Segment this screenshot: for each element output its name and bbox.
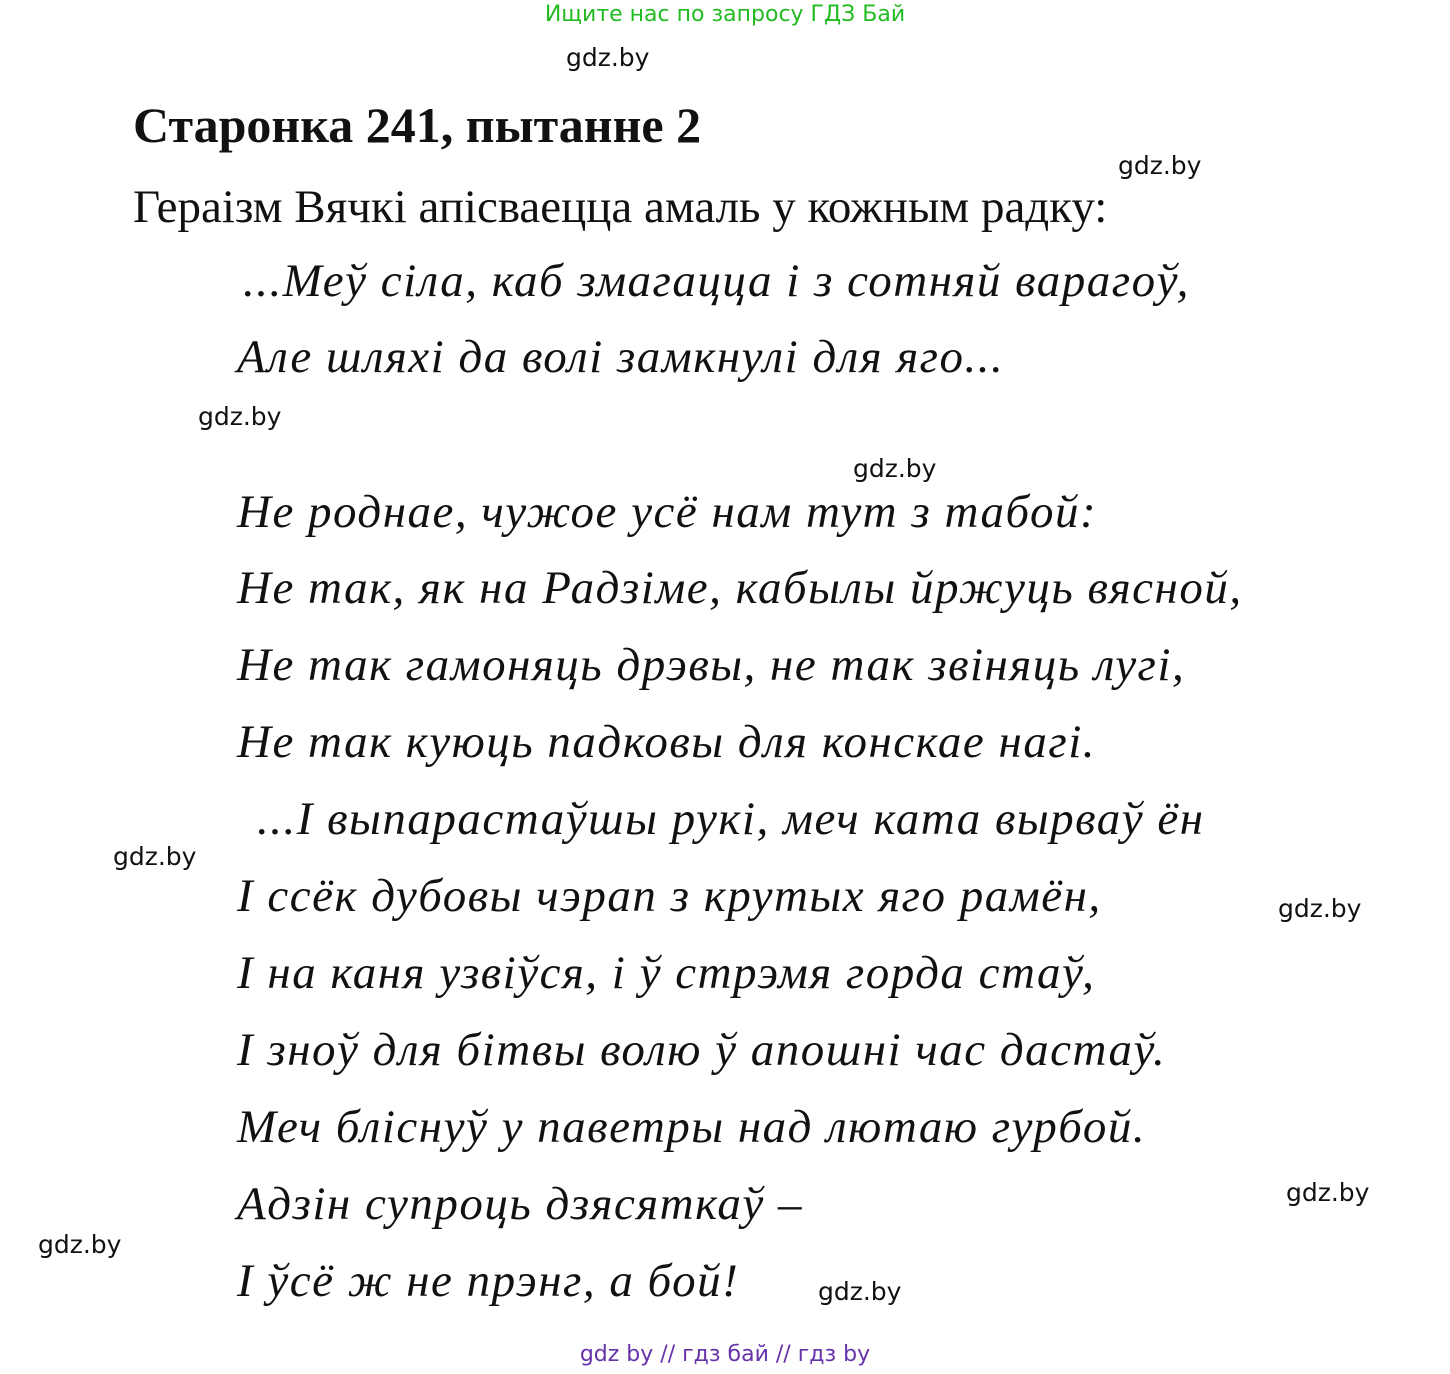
verse-line: Меч бліснуў у паветры над лютаю гурбой. — [237, 1101, 1147, 1153]
verse-line: І зноў для бітвы волю ў апошні час дастаў. — [237, 1024, 1167, 1076]
verse-line: І ссёк дубовы чэрап з крутых яго рамён, — [237, 870, 1102, 922]
verse-line: Не роднае, чужое усё нам тут з табой: — [237, 486, 1098, 538]
verse-line: ...І выпарастаўшы рукі, меч ката вырваў ён — [257, 793, 1205, 845]
verse-line: Не так куюць падковы для конскае нагі. — [237, 716, 1097, 768]
verse-line: І на каня узвіўся, і ў стрэмя горда стаў, — [237, 947, 1096, 999]
verse-line: ...Меў сіла, каб змагацца і з сотняй варагоў, — [243, 255, 1190, 307]
watermark: gdz.by — [1278, 894, 1362, 923]
verse-line: Не так гамоняць дрэвы, не так звіняць лугі, — [237, 639, 1186, 691]
verse-line: Не так, як на Радзіме, кабылы йржуць вясной, — [237, 562, 1243, 614]
verse-line: Але шляхі да волі замкнулі для яго... — [237, 331, 1005, 383]
watermark: gdz.by — [1118, 151, 1202, 180]
watermark: gdz.by — [566, 43, 650, 72]
watermark: gdz.by — [113, 842, 197, 871]
watermark: gdz.by — [818, 1277, 902, 1306]
watermark: gdz.by — [853, 454, 937, 483]
verse-line: Адзін супроць дзясяткаў – — [237, 1178, 804, 1230]
intro-text: Гераізм Вячкі апісваецца амаль у кожным радку: — [133, 181, 1108, 233]
page-title: Старонка 241, пытанне 2 — [133, 97, 702, 153]
watermark: gdz.by — [38, 1230, 122, 1259]
footer-links: gdz by // гдз бай // гдз by — [579, 1342, 871, 1367]
verse-line: І ўсё ж не прэнг, а бой! — [237, 1255, 740, 1307]
watermark: gdz.by — [198, 402, 282, 431]
top-banner: Ищите нас по запросу ГДЗ Бай — [544, 2, 906, 27]
watermark: gdz.by — [1286, 1178, 1370, 1207]
